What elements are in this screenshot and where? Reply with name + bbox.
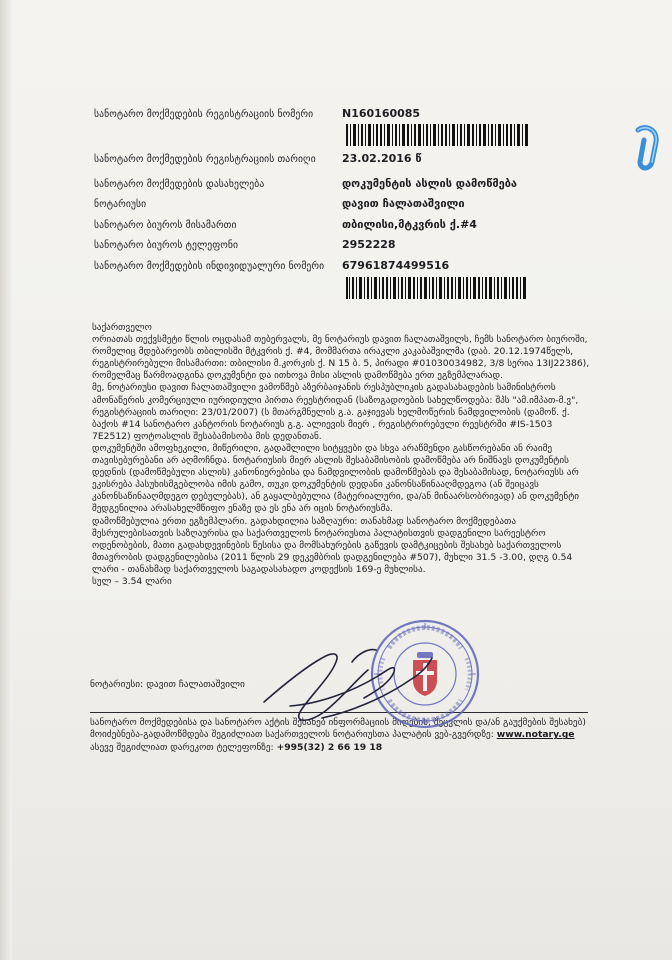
notary-phone-number: +995(32) 2 66 19 18 xyxy=(276,741,383,753)
meta-label: ნოტარიუსი xyxy=(94,199,147,210)
notary-handwritten-signature xyxy=(260,628,460,748)
meta-value: N160160085 xyxy=(342,107,421,120)
meta-row-action-name xyxy=(94,177,614,195)
meta-value: დოკუმენტის ასლის დამოწმება xyxy=(342,177,517,190)
body-total: სულ – 3.54 ლარი xyxy=(92,575,172,587)
body-paragraph-fees: დამოწმებულია ერთი ეგზემპლარი. გადახდილია საზღაური: თანახმად სანოტარო მოქმედებათა შესრულებისათვის საზღაურისა და საქართველოს ნოტარიუსთა პალატისთვის დადგენილი სარეესტრო ოდენობების, მათი გადახდევინების წესისა და მომსახურების გაწევის დამტკიცების შესახებ საქართველოს მთავრობის დადგენილებისა (2011 წლის 29 დეკემბრის დადგენილება #507), მუხლი 31.5 -3.00, დღგ 0.54 ლარი - თანახმად საქართველოს საგადასახადო კოდექსის 169-ე მუხლისა. xyxy=(92,515,573,575)
meta-row-registration-date xyxy=(94,152,614,170)
meta-row-notary xyxy=(94,197,614,215)
meta-value: 2952228 xyxy=(342,238,396,251)
footer-text-phone: ასევე შეგიძლიათ დარეკოთ ტელეფონზე: xyxy=(90,741,274,753)
paper-clip-icon xyxy=(628,122,662,172)
meta-label: სანოტარო ბიუროს ტელეფონი xyxy=(94,240,239,251)
meta-row-office-address xyxy=(94,218,614,236)
meta-value: დავით ჩალათაშვილი xyxy=(342,197,465,210)
notary-website-link[interactable]: www.notary.ge xyxy=(496,729,575,741)
barcode-registration xyxy=(346,124,528,146)
barcode-individual xyxy=(346,277,526,299)
body-paragraph-disclaimer: დოკუმენტში ამოფხეკილი, მიწერილი, გადაშლილი სიტყვები და სხვა არაწმენდი გასწორებანი ან რაიმე თავისებურებანი არ აღმოჩნდა. ნოტარიუსის მიერ ასლის შესაბამისობის დამოწმება არ ნიშნავს დოკუმენტის დედნის (დამოწმებული ასლის) კანონიერებისა და ნამდვილობის დამოწმებას და შესაბამისად, ნოტარიუსს არ ეკისრება პასუხისმგებლობა იმის გამო, თუკი დოკუმენტის დედანი კანონსაწინააღმდეგოა (ან შეიცავს კანონსაწინააღმდეგო დებულებას), ან გაყალბებულია (მატერიალური, და/ან მინაარსობრივად) ან დოკუმენტი შედგენილია არასახელმწიფო ენაზე და ეს ენა არ იცის ნოტარიუსმა. xyxy=(92,442,579,515)
meta-row-office-phone xyxy=(94,238,614,256)
body-paragraph-certification: მე, ნოტარიუსი დავით ჩალათაშვილი ვამოწმებ აზერბაიჯანის რესპუბლიკის გადასახადების სამინისტროს ამონაწერის კომერციული იურიდიული პირთა რეესტრიდან (საზოგადოების სახელწოდება: შპს "ამ.იმპათ-მ.ვ", რეგისტრაციის თარიღი: 23/01/2007) (ს მთარგმნელის გ.ა. გაჯიევას ხელმოწერის ნამდვილობის (დამოწ. ქ. ბაქოს #14 სანოტარო კანტორის ნოტარიუს გ.გ. ალიევის მიერ , რეგისტრირებული რეესტრში #IS-1503 7E2512) ფოტოასლის შესაბამისობა მის დედანთან. xyxy=(92,382,579,442)
certificate-body xyxy=(92,322,592,588)
meta-label: სანოტარო მოქმედების რეგისტრაციის თარიღი xyxy=(94,154,316,165)
meta-label: სანოტარო მოქმედების დასახელება xyxy=(94,179,265,190)
meta-row-registration-number xyxy=(94,107,614,125)
body-country: საქართველო xyxy=(92,322,152,333)
meta-value: თბილისი,მტკვრის ქ.#4 xyxy=(342,218,477,231)
meta-label: სანოტარო მოქმედების რეგისტრაციის ნომერი xyxy=(94,109,314,120)
meta-label: სანოტარო მოქმედების ინდივიდუალური ნომერი xyxy=(94,261,325,272)
meta-row-individual-number xyxy=(94,259,614,277)
body-paragraph-appeal: ორიათას თექვსმეტი წლის ოცდასამ თებერვალს, მე ნოტარიუს დავით ჩალათაშვილს, ჩემს სანოტარო ბიუროში, რომელიც მდებარეობს თბილისში მტკვრის ქ. #4, მომმართა ირაკლი კაკაბაშვილმა (დაბ. 20.12.1974წელს, რეგისტრირებული მისამართი: თბილისი მ.კორკის ქ. N 15 ბ. 5, პირადი #01030034982, 3/8 სერია 13IJ22386), რომელმაც წარმოადგინა დოკუმენტი და ითხოვა მისი ასლის დამოწმება ერთ ეგზემპლარად. xyxy=(92,334,590,382)
meta-label: სანოტარო ბიუროს მისამართი xyxy=(94,220,237,231)
notary-signature-line: ნოტარიუსი: დავით ჩალათაშვილი xyxy=(90,679,245,690)
meta-value: 23.02.2016 წ xyxy=(342,152,422,165)
meta-value: 67961874499516 xyxy=(342,259,450,272)
footer-text: სანოტარო მოქმედებისა და სანოტარო აქტის შესახებ ინფორმაციის მიღების, შეცვლის და/ან გაუქმების შესახებ) მოიძებნება-გადამოწმდება შეგიძლიათ საქართველოს ნოტარიუსთა პალატის ვებ-გვერდზე: xyxy=(90,717,586,741)
